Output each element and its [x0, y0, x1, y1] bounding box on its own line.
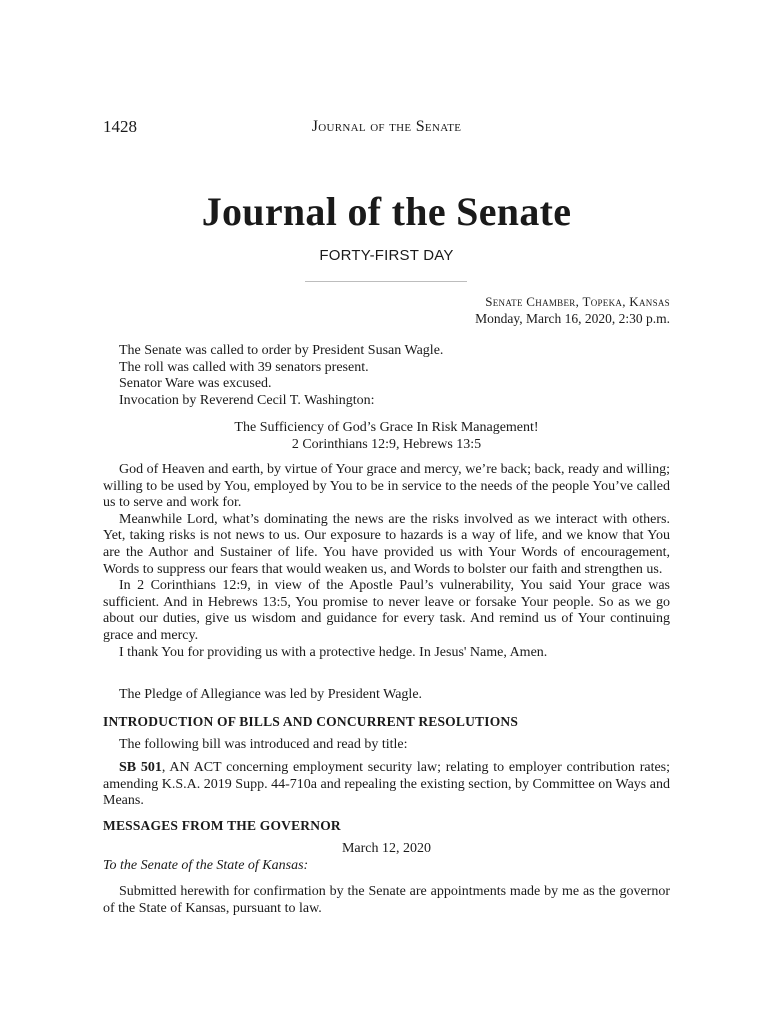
pledge-line: [103, 687, 670, 704]
message-body: Submitted herewith for confirmation by the Senate are appointments made by me as the governor of the State of Kansas, pursuant to law.: [103, 884, 670, 916]
salutation: To the Senate of the State of Kansas:: [103, 857, 309, 873]
bills-section-heading: INTRODUCTION OF BILLS AND CONCURRENT RESOLUTIONS: [103, 714, 519, 729]
invocation-body: [103, 462, 670, 661]
governor-message-body: [103, 884, 670, 917]
message-date: March 12, 2020: [341, 841, 432, 856]
invocation-paragraph: God of Heaven and earth, by virtue of Your grace and mercy, we’re back; back, ready and willing; willing to be used by You, employed by You to be in service to the needs of the people You’ve called us to serve and work for.: [103, 462, 670, 511]
opening-line: Senator Ware was excused.: [119, 376, 272, 392]
invocation-paragraph: Meanwhile Lord, what’s dominating the news are the risks involved as we interact with others. Yet, taking risks is not news to us. Our exposure to hazards is a way of life, and we know that You are the Author and Sustainer of life. You have provided us with Your Words of encouragement, Words to suppress our fears that would weaken us, and Words to bolster our faith and strengthen us.: [103, 511, 670, 577]
opening-line: Invocation by Reverend Cecil T. Washington:: [119, 392, 375, 408]
page-title: Journal of the Senate: [201, 189, 572, 234]
day-label: FORTY-FIRST DAY: [319, 247, 454, 264]
bill-description: , AN ACT concerning employment security law; relating to employer contribution rates; amending K.S.A. 2019 Supp. 44-710a and repealing the existing section, by Committee on Ways and Means.: [103, 760, 671, 809]
opening-proceedings: [103, 343, 670, 409]
invocation-title: The Sufficiency of God’s Grace In Risk Management!: [234, 420, 539, 435]
location-line: Senate Chamber, Topeka, Kansas: [485, 294, 670, 309]
invocation-paragraph: I thank You for providing us with a protective hedge. In Jesus' Name, Amen.: [119, 644, 548, 660]
bill-number: SB 501: [119, 760, 162, 775]
bill-paragraph: [103, 760, 670, 810]
opening-line: The roll was called with 39 senators present.: [119, 359, 369, 375]
invocation-heading: [103, 420, 670, 453]
governor-section-heading: MESSAGES FROM THE GOVERNOR: [103, 818, 341, 833]
bills-intro: [103, 737, 670, 754]
date-time-line: Monday, March 16, 2020, 2:30 p.m.: [475, 311, 670, 326]
running-header: [103, 117, 670, 137]
running-title: Journal of the Senate: [311, 118, 462, 135]
bill-entry: [103, 760, 670, 810]
pledge-text: The Pledge of Allegiance was led by President Wagle.: [119, 687, 423, 702]
invocation-paragraph: In 2 Corinthians 12:9, in view of the Apostle Paul’s vulnerability, You said Your grace was sufficient. And in Hebrews 13:5, You promise to never leave or forsake Your people. So as we go about our duties, give us wisdom and guidance for every task. And remind us of Your continuing grace and mercy.: [103, 578, 670, 643]
opening-line: The Senate was called to order by President Susan Wagle.: [119, 343, 444, 358]
invocation-reference: 2 Corinthians 12:9, Hebrews 13:5: [291, 436, 482, 452]
bills-intro-text: The following bill was introduced and read by title:: [119, 737, 408, 752]
page-number: 1428: [103, 117, 137, 136]
divider: [305, 281, 467, 282]
governor-message: [103, 841, 670, 874]
